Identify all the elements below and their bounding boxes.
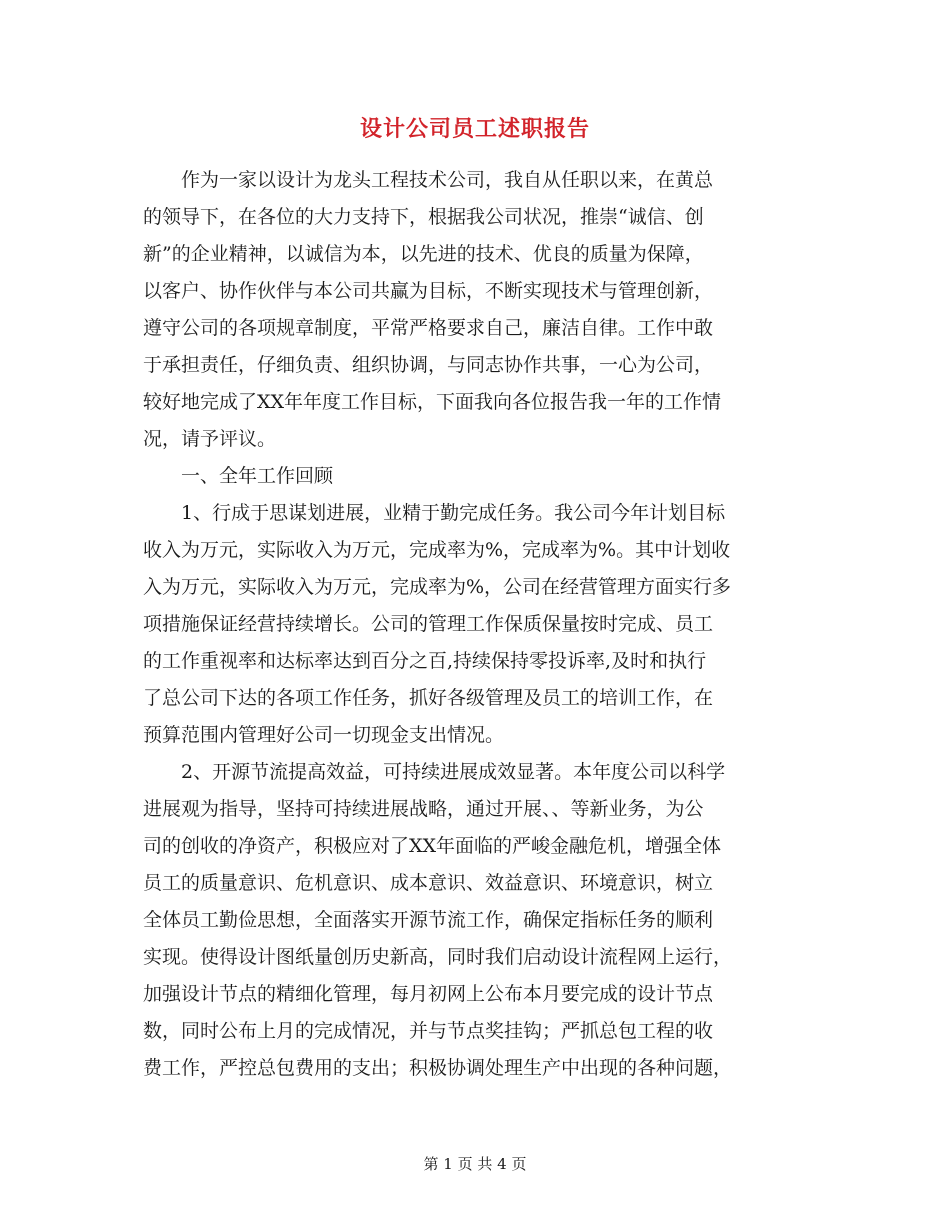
body-line: 员工的质量意识、危机意识、成本意识、效益意识、环境意识，树立 [143,872,714,894]
body-line: 进展观为指导，坚持可持续进展战略，通过开展、、等新业务，为公 [143,798,704,820]
section-heading: 一、全年工作回顾 [143,465,334,487]
body-line: 于承担责任，仔细负责、组织协调，与同志协作共事，一心为公司， [143,354,714,376]
document-title: 设计公司员工述职报告 [359,116,590,142]
document-body [143,162,808,1087]
body-line: 的领导下，在各位的大力支持下，根据我公司状况，推崇“诚信、创 [143,206,704,228]
body-line: 遵守公司的各项规章制度，平常严格要求自己，廉洁自律。工作中敢 [143,317,714,339]
body-line: 1、行成于思谋划进展，业精于勤完成任务。我公司今年计划目标 [143,502,726,524]
body-line: 以客户、协作伙伴与本公司共赢为目标，不断实现技术与管理创新， [143,280,714,302]
body-line: 的工作重视率和达标率达到百分之百,持续保持零投诉率,及时和执行 [143,650,707,672]
body-line: 全体员工勤俭思想，全面落实开源节流工作，确保定指标任务的顺利 [143,909,714,931]
body-line: 实现。使得设计图纸量创历史新高，同时我们启动设计流程网上运行， [143,946,733,968]
body-line: 作为一家以设计为龙头工程技术公司，我自从任职以来，在黄总 [143,169,714,191]
body-line: 加强设计节点的精细化管理，每月初网上公布本月要完成的设计节点 [143,983,714,1005]
body-line: 数，同时公布上月的完成情况，并与节点奖挂钩；严抓总包工程的收 [143,1020,714,1042]
body-line: 项措施保证经营持续增长。公司的管理工作保质保量按时完成、员工 [143,613,714,635]
body-line: 司的创收的净资产，积极应对了XX年面临的严峻金融危机，增强全体 [143,835,722,857]
body-line: 收入为万元，实际收入为万元，完成率为%，完成率为%。其中计划收 [143,539,731,561]
body-line: 费工作，严控总包费用的支出；积极协调处理生产中出现的各种问题， [143,1057,733,1079]
body-line: 了总公司下达的各项工作任务，抓好各级管理及员工的培训工作，在 [143,687,714,709]
body-line: 况，请予评议。 [143,428,277,450]
body-line: 新”的企业精神，以诚信为本，以先进的技术、优良的质量为保障， [143,243,704,265]
page-footer: 第 1 页 共 4 页 [423,1155,527,1173]
body-line: 入为万元，实际收入为万元，完成率为%，公司在经营管理方面实行多 [143,576,732,598]
body-line: 预算范围内管理好公司一切现金支出情况。 [143,724,505,746]
body-line: 较好地完成了XX年年度工作目标，下面我向各位报告我一年的工作情 [143,391,722,413]
body-line: 2、开源节流提高效益，可持续进展成效显著。本年度公司以科学 [143,761,726,783]
